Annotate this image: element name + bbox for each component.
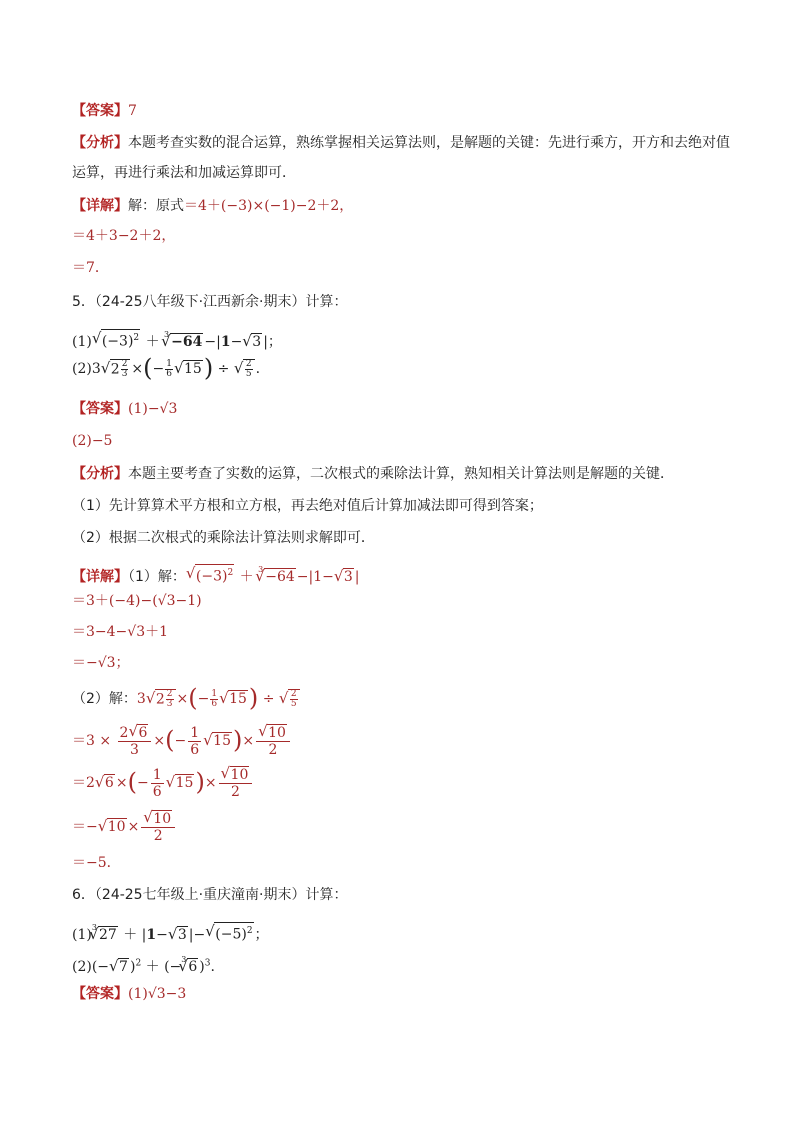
q4-analysis-text: 本题考查实数的混合运算，熟练掌握相关运算法则，是解题的关键：先进行乘方，开方和去绝对值运算，再进行乘法和加减运算即可． [72,135,730,181]
answer-tag: 【答案】 [72,103,128,119]
q6-title: 6．（24-25七年级上·重庆潼南·期末）计算： [72,887,348,903]
q5-problem-2: (2)3√ 2 $\frac{2}{3}$ ×(− $\frac{1}{6}$ √ 15) ÷ √ $\frac{2}{5}$ . [72,358,734,379]
answer-tag: 【答案】 [72,401,128,417]
q5-d2-step1: ＝3 × $\frac{2√ 6}{3}$ ×(− $\frac{1}{6}$ √ 15)× √ $\frac{10}{2}$ [72,724,734,758]
q5-note-2: （2）根据二次根式的乘除法计算法则求解即可． [72,530,375,546]
q6-problem-1: $(1)^3√$ 27 ＋ |1−√ 3 |−√ $(-5)^2$ ； [72,918,734,945]
analysis-tag: 【分析】 [72,466,128,482]
q4-step3: ＝7． [72,260,109,276]
q5-d1-step1: ＝3＋(−4)−(√3−1) [72,593,202,609]
detail-tag: 【详解】 [72,198,128,214]
q5-note-1: （1）先计算算术平方根和立方根，再去绝对值后计算加减法即可得到答案； [72,498,543,514]
q4-analysis [72,128,734,188]
q4-answer: 7 [128,103,137,119]
q5-title: 5．（24-25八年级下·江西新余·期末）计算： [72,294,348,310]
q5-d1-step2: ＝3−4−√3＋1 [72,624,169,640]
q4-step1: ＝4＋(−3)×(−1)−2＋2， [184,198,354,214]
answer-tag: 【答案】 [72,986,128,1002]
q5-answer-1: (1)−√3 [128,401,178,417]
q5-analysis: 【分析】本题主要考查了实数的运算，二次根式的乘除法计算，熟知相关计算法则是解题的关键． [72,466,674,482]
q5-d2-last: ＝−5． [72,855,121,871]
q6-problem-2: (2)(−√ 7 )$^2$ ＋ (−$^3$√ 6 )$^3$. [72,950,734,977]
q5-d1-step3: ＝−√3； [72,655,130,671]
q6-answer-1: (1)√3−3 [128,986,187,1002]
q5-detail-1: 【详解】（1）解：√ $(-3)^2 + ^3√ -64 -|1-√$ 3 | [72,560,734,587]
q4-detail-line [72,196,734,216]
q6-answer-line [72,984,734,1004]
q5-d2-step3: ＝−√ 10 × √ $\frac{10}{2}$ [72,810,734,844]
q5-answer-2: (2)−5 [72,433,113,449]
q5-d2-step2: ＝2√ 6 ×(− $\frac{1}{6}$ √ 15)× √ $\frac{10}{2}$ [72,766,734,800]
q4-step2: ＝4＋3−2＋2， [72,228,176,244]
q5-answer-line [72,399,734,419]
q5-problem-1: (1)√ $(-3)^2 + ^3√ -64 -|1-√$ 3 |； [72,325,734,352]
q4-answer-line [72,101,734,121]
analysis-tag: 【分析】 [72,135,128,151]
q5-detail-2: （2）解：3√ 2 $\frac{2}{3}$ ×(− $\frac{1}{6}$ √ 15) ÷ √ $\frac{2}{5}$ [72,688,734,709]
detail-tag: 【详解】 [72,569,128,585]
q4-detail-intro: 解：原式 [128,198,184,214]
